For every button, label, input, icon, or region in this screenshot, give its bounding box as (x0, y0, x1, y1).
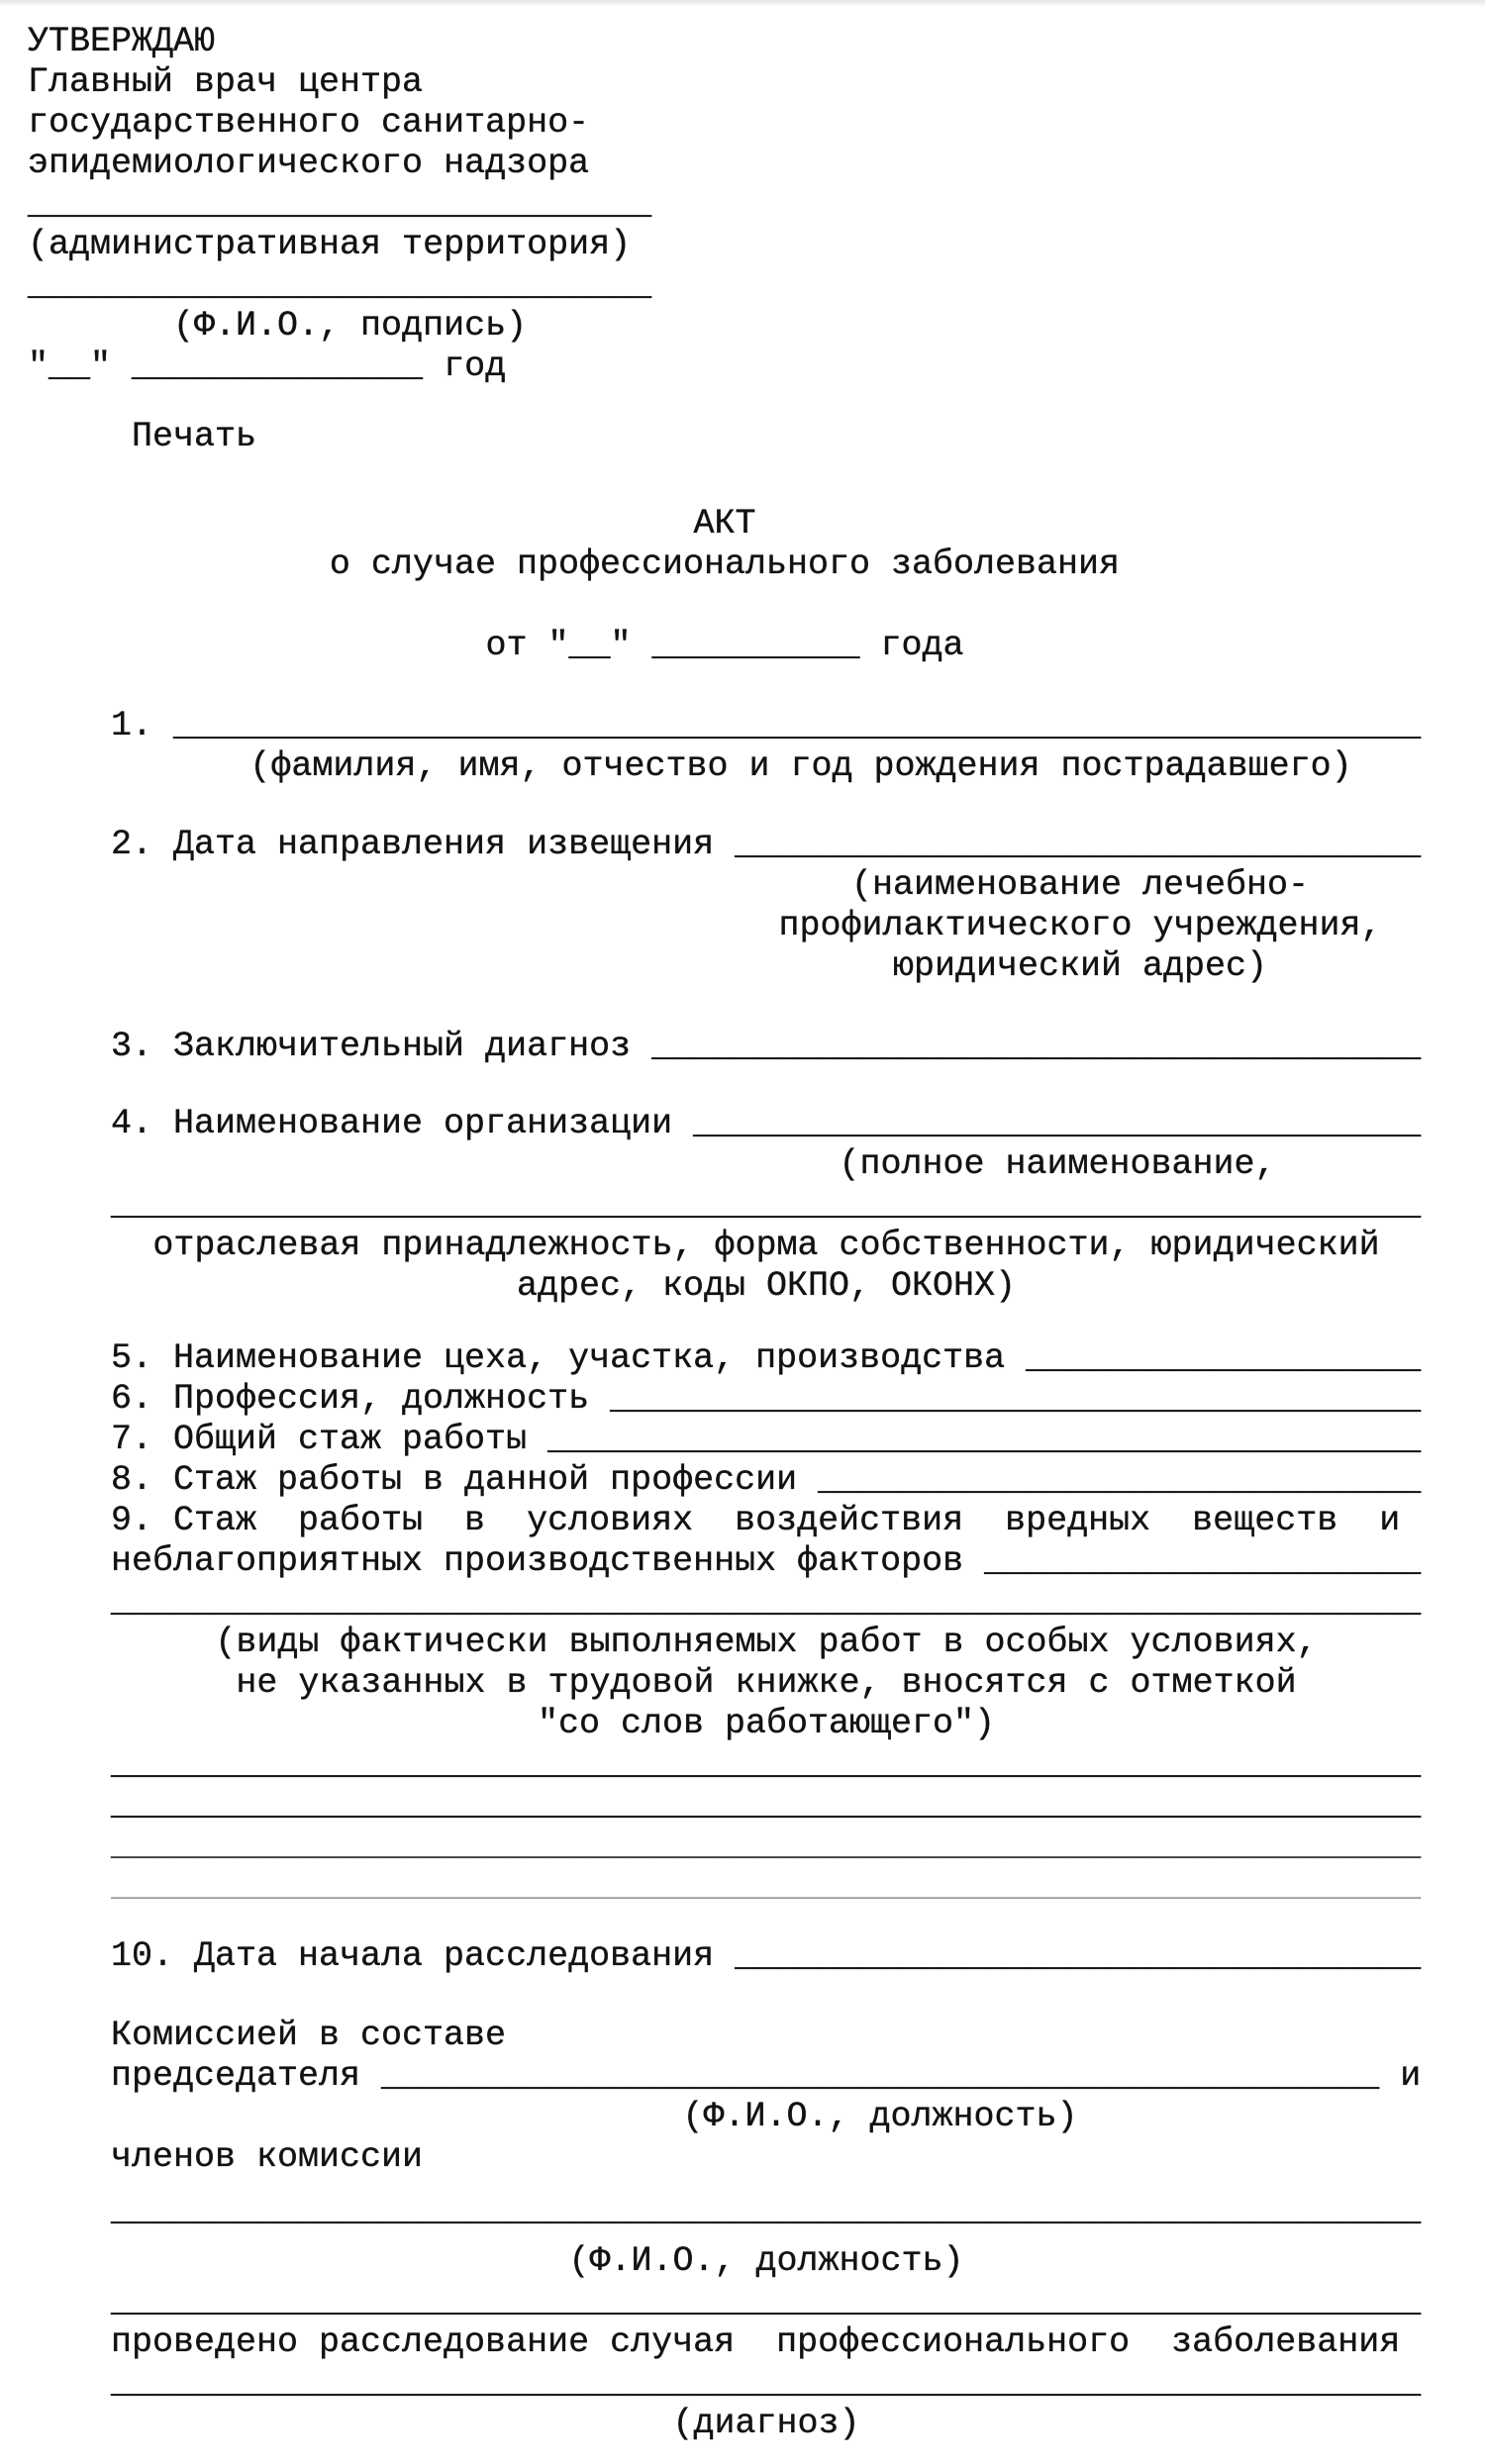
notice-org-caption-2: профилактического учреждения, (778, 906, 1382, 945)
commission-members-label: членов комиссии (111, 2137, 424, 2177)
item-1-victim-line: 1. ____________________________________________________________ (111, 706, 1422, 745)
territory-blank-line: ______________________________ (28, 184, 652, 224)
signature-blank-line: ______________________________ (28, 265, 652, 305)
investigation-statement: проведено расследование случая профессионального заболевания (111, 2322, 1401, 2362)
diagnosis-caption: (диагноз) (672, 2404, 860, 2443)
act-date-line: от "__" __________ года (485, 626, 964, 665)
item-5-workshop-line: 5. Наименование цеха, участка, производства ___________________ (111, 1338, 1422, 1378)
fill-in-blank-line-1: _______________________________________________________________ (111, 1744, 1422, 1784)
territory-caption: (административная территория) (28, 225, 632, 264)
commission-intro: Комиссией в составе (111, 2016, 507, 2055)
org-full-name-caption: (полное наименование, (839, 1144, 1276, 1184)
notice-org-caption-1: (наименование лечебно- (850, 865, 1310, 905)
special-works-caption-2: не указанных в трудовой книжке, вносятся с отметкой (236, 1663, 1297, 1703)
special-works-caption-1: (виды фактически выполняемых работ в особых условиях, (215, 1623, 1318, 1662)
item-4-organization-line: 4. Наименование организации ___________________________________ (111, 1104, 1422, 1143)
approver-title-line-1: Главный врач центра (28, 62, 424, 102)
item-8-profession-experience-line: 8. Стаж работы в данной профессии _____________________________ (111, 1460, 1422, 1500)
signature-caption: (Ф.И.О., подпись) (28, 306, 528, 345)
seal-label: Печать (28, 417, 257, 456)
fill-in-blank-line-2: _______________________________________________________________ (111, 1785, 1422, 1824)
members-caption: (Ф.И.О., должность) (568, 2241, 964, 2281)
scan-edge-artifact (0, 0, 1485, 7)
commission-chairman-line: председателя ________________________________________________ и (111, 2056, 1422, 2096)
special-works-blank-line: _______________________________________________________________ (111, 1582, 1422, 1622)
approval-date-year-line: "__" ______________ год (28, 346, 507, 386)
act-title: АКТ (693, 504, 756, 543)
act-subtitle: о случае профессионального заболевания (329, 544, 1121, 584)
victim-caption: (фамилия, имя, отчество и год рождения пострадавшего) (249, 746, 1352, 786)
item-2-notice-date-line: 2. Дата направления извещения _________________________________ (111, 825, 1422, 864)
diagnosis-blank-line: _______________________________________________________________ (111, 2363, 1422, 2403)
org-codes-caption: адрес, коды ОКПО, ОКОНХ) (516, 1266, 1017, 1306)
pre-statement-blank-line: _______________________________________________________________ (111, 2282, 1422, 2321)
item-10-investigation-start-line: 10. Дата начала расследования _________________________________ (111, 1936, 1422, 1976)
members-blank-line: _______________________________________________________________ (111, 2191, 1422, 2230)
fill-in-blank-line-4: _______________________________________________________________ (111, 1866, 1422, 1906)
approve-label: УТВЕРЖДАЮ (28, 22, 216, 61)
item-6-profession-line: 6. Профессия, должность _______________________________________ (111, 1379, 1422, 1419)
item-9-hazard-experience-line-2: неблагоприятных производственных факторов _____________________ (111, 1541, 1422, 1581)
item-3-final-diagnosis-line: 3. Заключительный диагноз _____________________________________ (111, 1027, 1422, 1066)
org-blank-line: _______________________________________________________________ (111, 1185, 1422, 1225)
org-industry-caption: отраслевая принадлежность, форма собственности, юридический (152, 1226, 1380, 1265)
notice-org-caption-3: юридический адрес) (892, 946, 1268, 986)
special-works-caption-3: "со слов работающего") (537, 1704, 996, 1743)
item-9-hazard-experience-line-1: 9. Стаж работы в условиях воздействия вредных веществ и (111, 1501, 1401, 1540)
item-7-total-experience-line: 7. Общий стаж работы __________________________________________ (111, 1420, 1422, 1459)
fill-in-blank-line-3: _______________________________________________________________ (111, 1825, 1422, 1865)
approver-title-line-3: эпидемиологического надзора (28, 144, 590, 183)
approver-title-line-2: государственного санитарно- (28, 103, 590, 143)
chairman-caption: (Ф.И.О., должность) (682, 2097, 1078, 2136)
